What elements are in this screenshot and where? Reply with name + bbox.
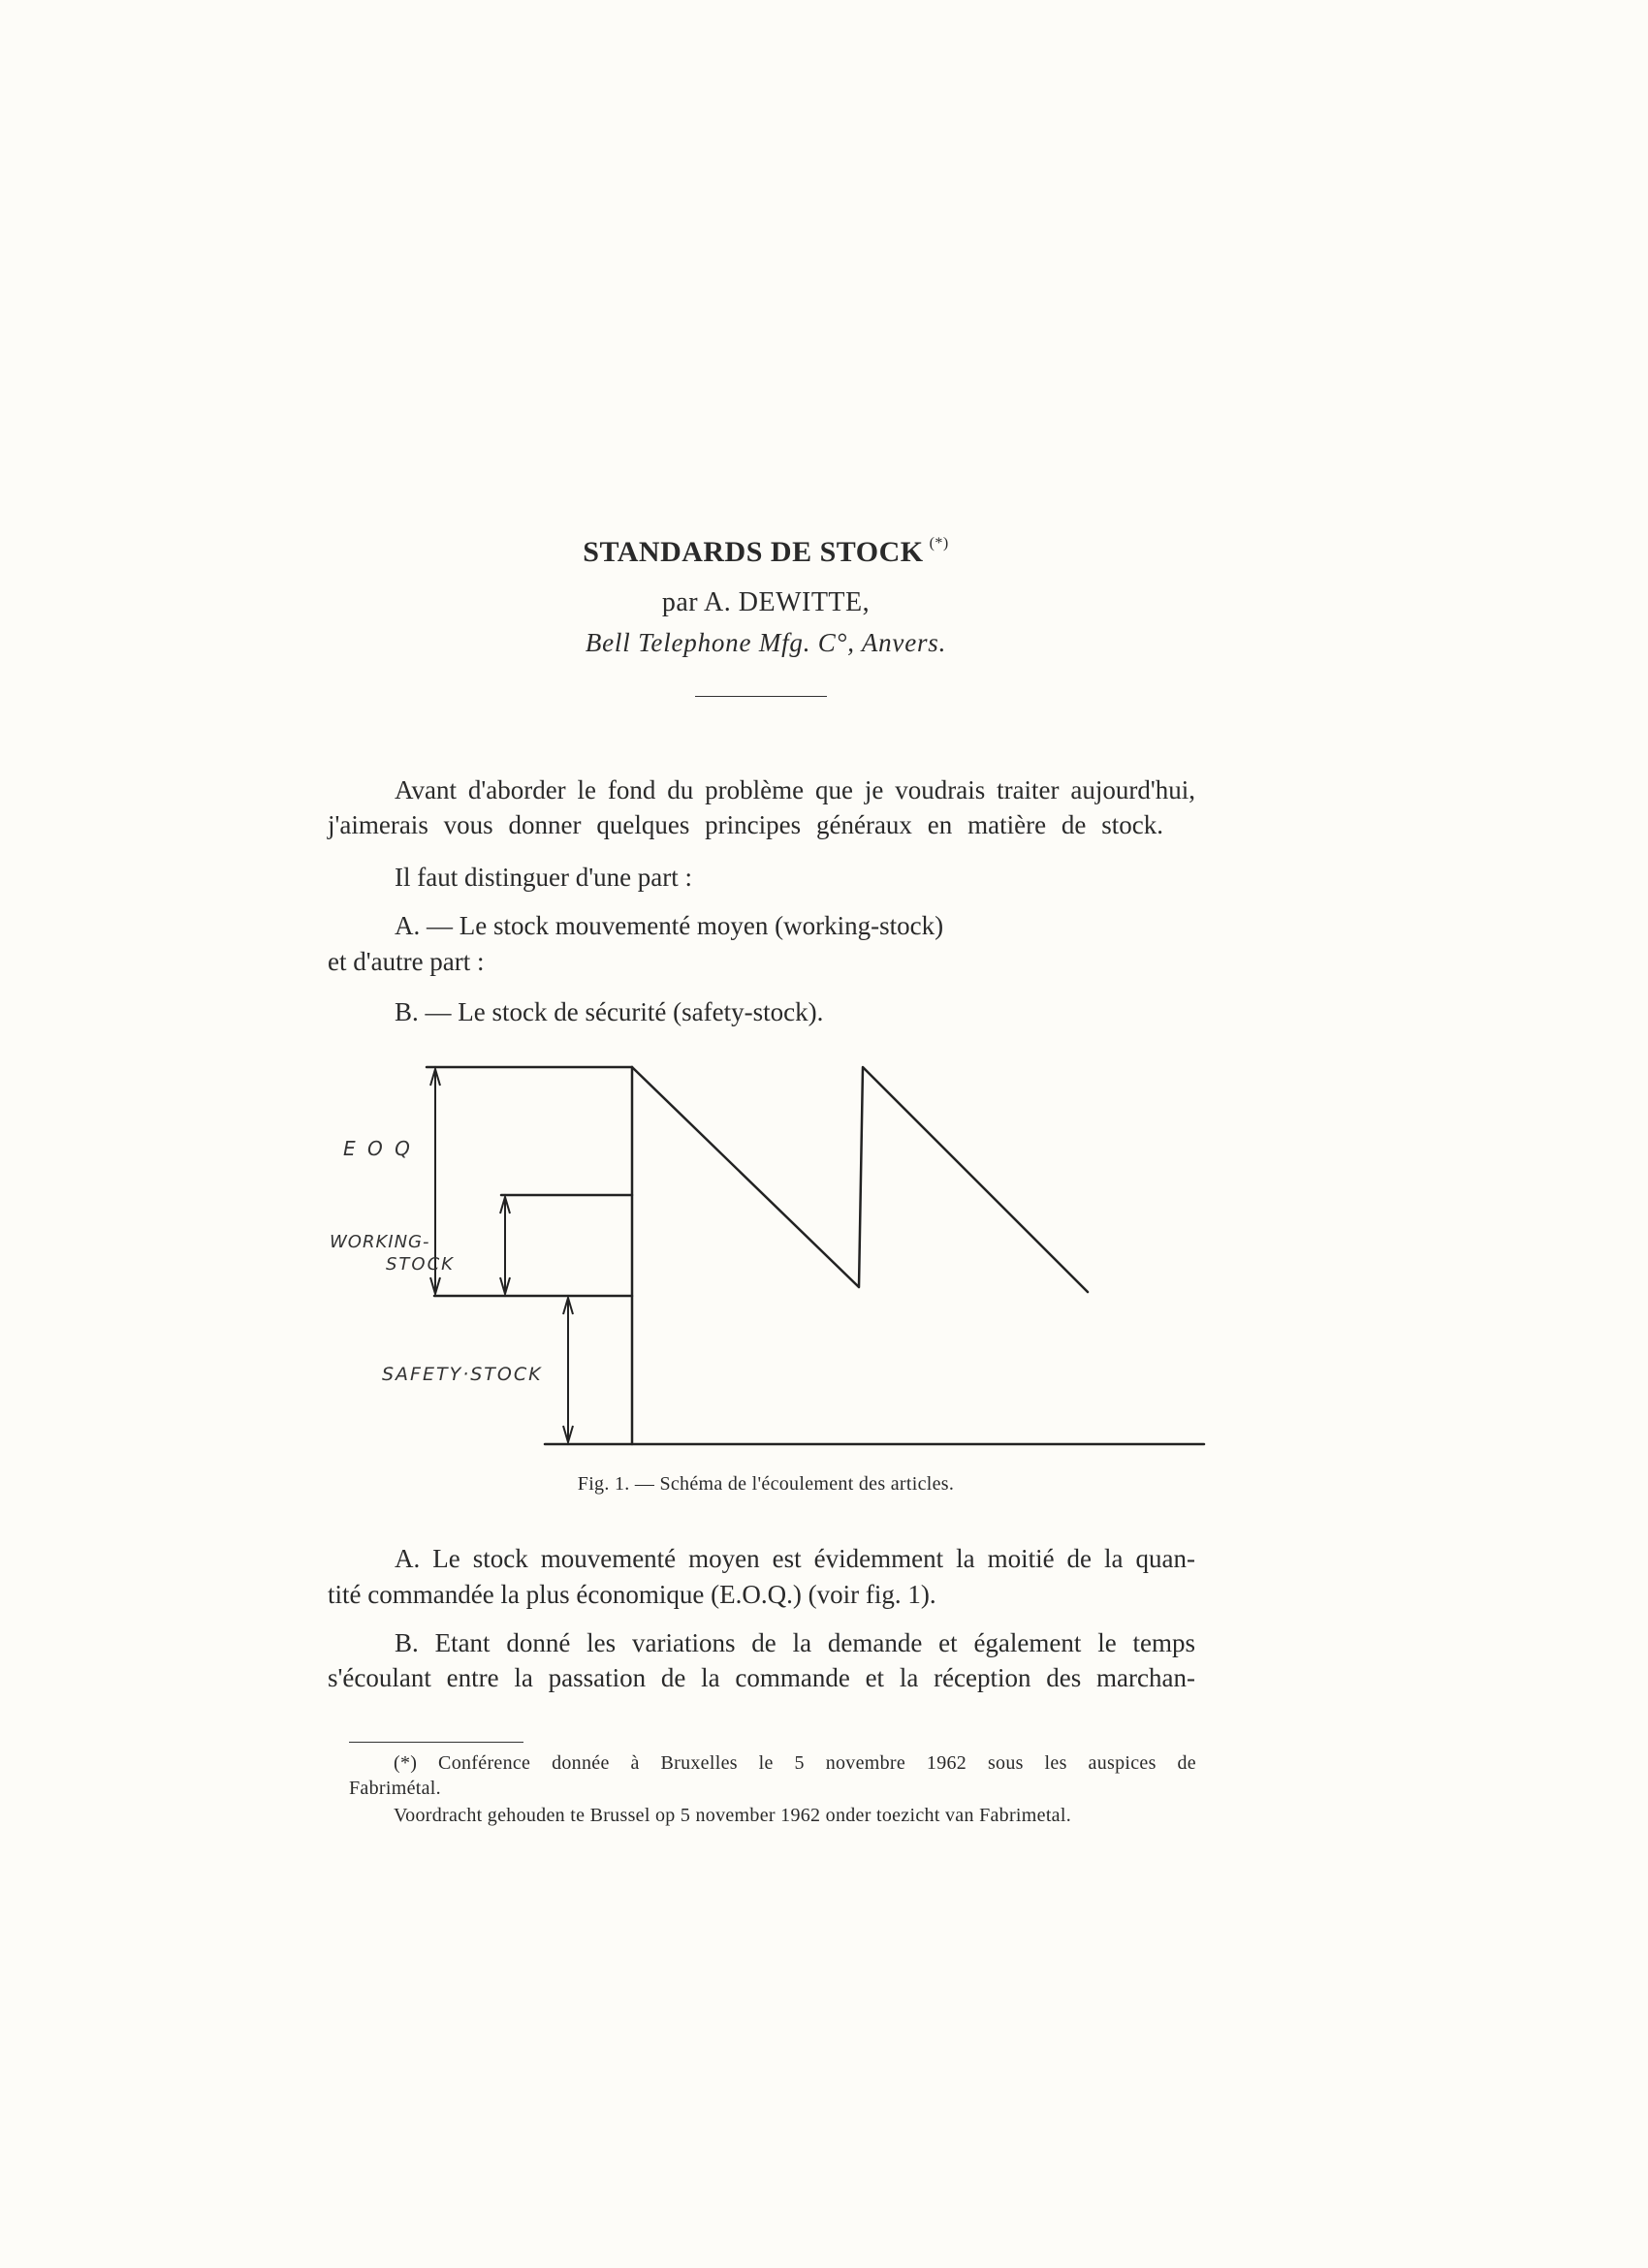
label-working-stock-line2: STOCK [386, 1254, 455, 1275]
para-a-line-1: A. Le stock mouvementé moyen est évidemment la moitié de la quan- [395, 1544, 1195, 1573]
label-safety-stock: SAFETY·STOCK [382, 1364, 543, 1385]
intro-line-1: Avant d'aborder le fond du problème que je voudrais traiter aujourd'hui, [395, 775, 1195, 804]
para-b-line-2: s'écoulant entre la passation de la commande et la réception des marchan- [328, 1663, 1195, 1692]
author-line: par A. DEWITTE, [661, 587, 871, 617]
title-text: STANDARDS DE STOCK [583, 536, 924, 568]
intro-item-b: B. — Le stock de sécurité (safety-stock). [395, 997, 824, 1026]
intro-line-2: j'aimerais vous donner quelques principes généraux en matière de stock. [328, 810, 1163, 839]
footnote-line-3: Voordracht gehouden te Brussel op 5 november 1962 onder toezicht van Fabrimetal. [394, 1805, 1072, 1826]
sawtooth-stock-curve [632, 1067, 1088, 1292]
intro-other-part: et d'autre part : [328, 947, 485, 976]
intro-item-a: A. — Le stock mouvementé moyen (working-stock) [395, 911, 944, 940]
label-eoq: E O Q [343, 1137, 413, 1160]
para-a-line-2: tité commandée la plus économique (E.O.Q.) (voir fig. 1). [328, 1580, 936, 1609]
label-working-stock-line1: WORKING- [330, 1232, 430, 1252]
footnote-line-1: (*) Conférence donnée à Bruxelles le 5 novembre 1962 sous les auspices de [394, 1752, 1196, 1774]
footnote-separator [349, 1742, 523, 1743]
para-b-line-1: B. Etant donné les variations de la demande et également le temps [395, 1628, 1195, 1657]
diagram-lines [427, 1067, 1204, 1444]
footnote-line-2: Fabrimétal. [349, 1778, 441, 1799]
intro-distinguish: Il faut distinguer d'une part : [395, 863, 693, 892]
title-footnote-marker: (*) [929, 535, 949, 551]
affiliation-line: Bell Telephone Mfg. C°, Anvers. [585, 628, 947, 657]
figure-caption: Fig. 1. — Schéma de l'écoulement des articles. [577, 1473, 955, 1495]
